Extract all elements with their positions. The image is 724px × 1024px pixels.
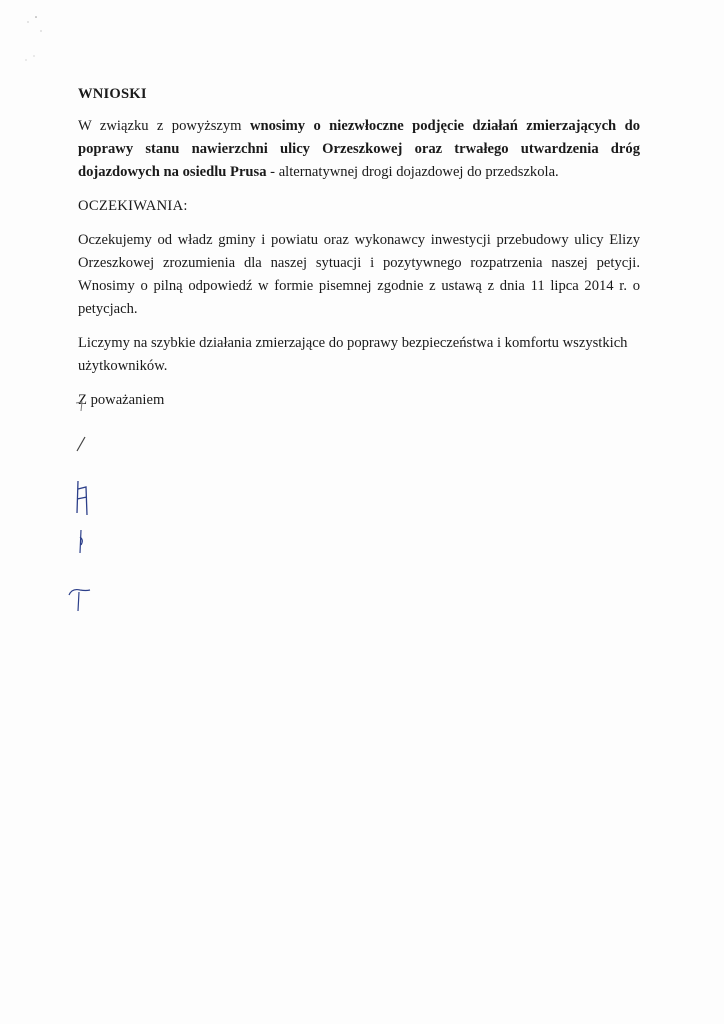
expectations-title: OCZEKIWANIA:	[78, 198, 188, 214]
conclusions-heading: WNIOSKI	[78, 86, 147, 102]
expectations-paragraph: Oczekujemy od władz gminy i powiatu oraz wykonawcy inwestycji przebudowy ulicy Elizy Orzeszkowej zrozumienia dla naszej sytuacji i pozytywnego rozpatrzenia naszej petycji. Wnosimy o pilną odpowiedź w formie pisemnej zgodnie z ustawą z dnia 11 lipca 2014 r. o petycjach.	[78, 232, 640, 317]
signature-mark-1	[72, 395, 92, 415]
signatures-area	[60, 395, 140, 635]
closing-hope-paragraph: Liczymy na szybkie działania zmierzające do poprawy bezpieczeństwa i komfortu wszystkich użytkowników.	[78, 335, 628, 374]
request-tail: - alternatywnej drogi dojazdowej do przedszkola.	[266, 164, 559, 180]
closing-salutation: Z poważaniem	[78, 392, 165, 408]
signature-mark-4	[74, 527, 94, 557]
request-paragraph	[78, 115, 640, 184]
signature-mark-2	[72, 431, 92, 455]
signature-mark-3	[70, 477, 96, 519]
request-bold-text: wnosimy o niezwłoczne podjęcie działań zmierzających do poprawy stanu nawierzchni ulicy Orzeszkowej oraz trwałego utwardzenia dróg dojazdowych na osiedlu Prusa	[78, 118, 640, 180]
request-lead: W związku z powyższym	[78, 118, 250, 134]
signature-mark-5	[66, 585, 94, 615]
letter-body	[78, 83, 640, 423]
